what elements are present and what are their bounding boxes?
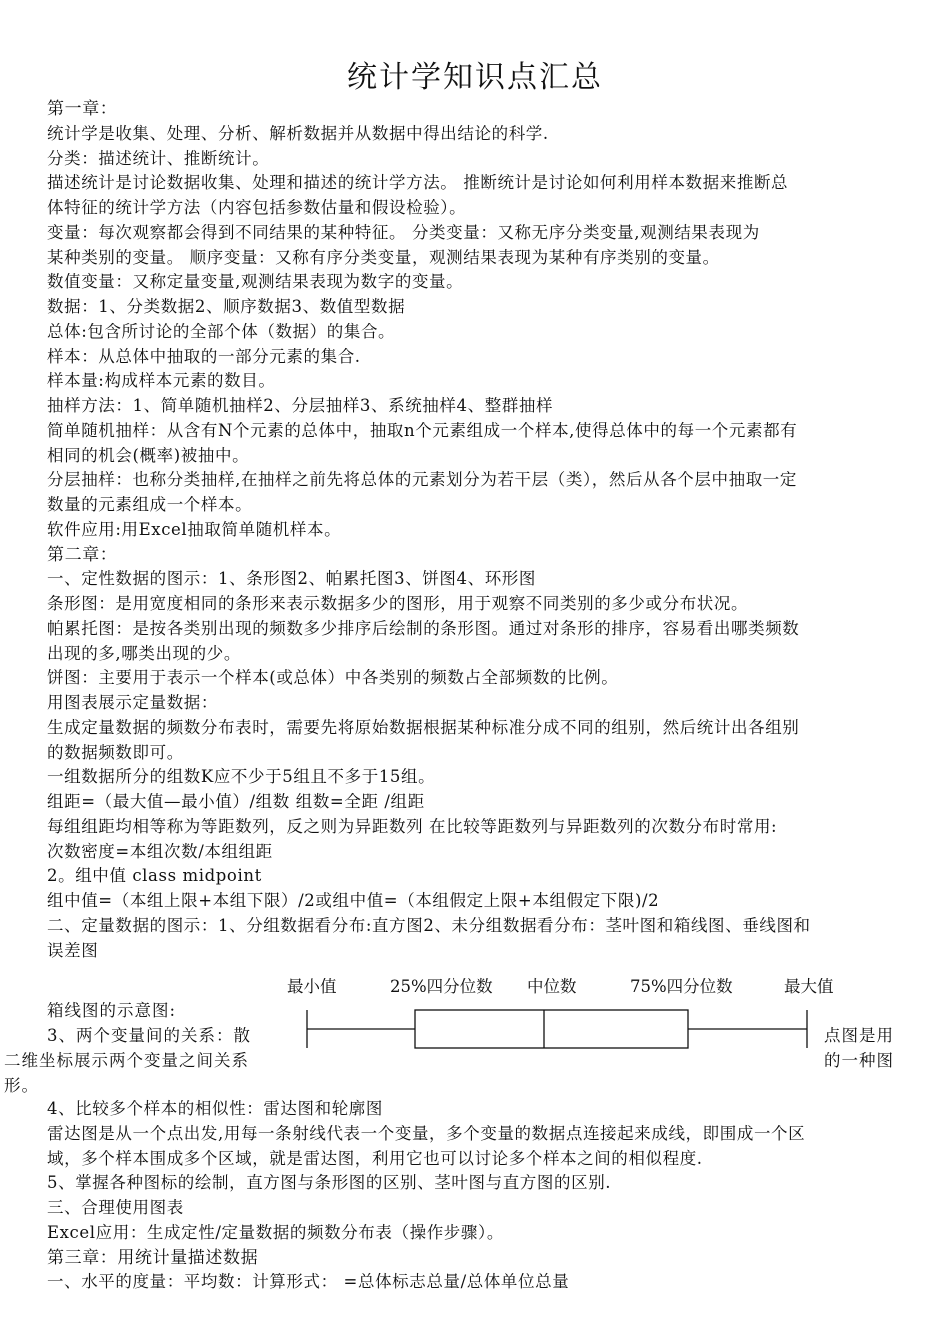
wrapped-text-left-1: 3、两个变量间的关系：散 [47, 1026, 251, 1045]
text-line: 误差图 [47, 940, 99, 960]
page-title: 统计学知识点汇总 [347, 60, 603, 95]
text-line: 样本量:构成样本元素的数目。 [47, 371, 276, 391]
wrapped-text-left-2: 二维坐标展示两个变量之间关系 [4, 1051, 249, 1070]
text-line: 统计学是收集、处理、分析、解析数据并从数据中得出结论的科学. [47, 123, 549, 143]
text-line: 体特征的统计学方法（内容包括参数估量和假设检验）。 [47, 198, 467, 217]
text-line: 组中值=（本组上限+本组下限）/2或组中值=（本组假定上限+本组假定下限)/2 [47, 891, 660, 910]
text-line: 每组组距均相等称为等距数列，反之则为异距数列 在比较等距数列与异距数列的次数分布时常用: [47, 816, 778, 836]
text-line: 总体:包含所讨论的全部个体（数据）的集合。 [47, 321, 396, 341]
text-line: 分层抽样：也称分类抽样,在抽样之前先将总体的元素划分为若干层（类），然后从各个层中抽取一定 [47, 470, 797, 490]
text-line: 样本：从总体中抽取的一部分元素的集合. [47, 346, 361, 366]
chapter-heading: 第二章： [47, 544, 118, 565]
text-line: 描述统计是讨论数据收集、处理和描述的统计学方法。 推断统计是讨论如何利用样本数据来推断总 [47, 173, 789, 193]
text-line: 相同的机会(概率)被抽中。 [47, 445, 250, 465]
boxplot-label-q1: 25%四分位数 [390, 977, 493, 996]
text-line: 分类：描述统计、推断统计。 [47, 148, 270, 168]
text-line: 三、合理使用图表 [47, 1198, 184, 1217]
text-line: 5、掌握各种图标的绘制，直方图与条形图的区别、茎叶图与直方图的区别. [47, 1173, 612, 1193]
text-line: 域，多个样本围成多个区域，就是雷达图，利用它也可以讨论多个样本之间的相似程度. [47, 1148, 703, 1168]
text-line: 出现的多,哪类出现的少。 [47, 643, 241, 663]
wrapped-text-right-1: 点图是用 [824, 1026, 894, 1045]
text-line: 数值变量：又称定量变量,观测结果表现为数字的变量。 [47, 272, 464, 292]
chapter-heading: 第一章： [47, 99, 118, 119]
text-line: 简单随机抽样：从含有N个元素的总体中，抽取n个元素组成一个样本,使得总体中的每一个元素都有 [47, 420, 798, 440]
wrapped-text-left-3: 形。 [4, 1076, 39, 1095]
text-line: 2。组中值 class midpoint [47, 866, 262, 886]
boxplot-label-max: 最大值 [784, 977, 834, 996]
text-line: 软件应用:用Excel抽取简单随机样本。 [47, 519, 342, 539]
text-line: 用图表展示定量数据： [47, 693, 218, 712]
boxplot-box [415, 1010, 688, 1048]
text-line: 变量：每次观察都会得到不同结果的某种特征。 分类变量：又称无序分类变量,观测结果表现为 [47, 222, 760, 242]
text-line: 雷达图是从一个点出发,用每一条射线代表一个变量，多个变量的数据点连接起来成线，即围成一个区 [47, 1123, 806, 1143]
text-line: 抽样方法：1、简单随机抽样2、分层抽样3、系统抽样4、整群抽样 [47, 396, 554, 415]
text-line: 一、定性数据的图示：1、条形图2、帕累托图3、饼图4、环形图 [47, 569, 536, 589]
text-line: 生成定量数据的频数分布表时，需要先将原始数据根据某种标准分成不同的组别，然后统计出各组别 [47, 717, 800, 737]
boxplot-label-q3: 75%四分位数 [630, 977, 733, 996]
text-line: 数量的元素组成一个样本。 [47, 495, 253, 514]
boxplot-caption: 箱线图的示意图: [47, 1001, 177, 1020]
text-line: 数据：1、分类数据2、顺序数据3、数值型数据 [47, 297, 406, 316]
text-line: 组距=（最大值—最小值）/组数 组数=全距 /组距 [47, 792, 425, 811]
boxplot-label-min: 最小值 [287, 977, 337, 996]
text-line: 某种类别的变量。 顺序变量：又称有序分类变量，观测结果表现为某种有序类别的变量。 [47, 247, 720, 267]
text-line: 饼图：主要用于表示一个样本(或总体）中各类别的频数占全部频数的比例。 [47, 668, 619, 688]
boxplot-label-median: 中位数 [527, 977, 577, 996]
text-line: 一、水平的度量：平均数：计算形式： =总体标志总量/总体单位总量 [47, 1272, 570, 1292]
wrapped-text-right-2: 的一种图 [824, 1051, 894, 1070]
text-line: 的数据频数即可。 [47, 742, 184, 762]
chapter-heading: 第三章：用统计量描述数据 [47, 1247, 259, 1268]
text-line: 一组数据所分的组数K应不少于5组且不多于15组。 [47, 767, 436, 787]
boxplot-diagram [300, 1000, 820, 1060]
text-line: 次数密度=本组次数/本组组距 [47, 841, 273, 861]
text-line: Excel应用：生成定性/定量数据的频数分布表（操作步骤）。 [47, 1222, 504, 1242]
text-line: 4、比较多个样本的相似性：雷达图和轮廓图 [47, 1099, 383, 1118]
text-line: 帕累托图：是按各类别出现的频数多少排序后绘制的条形图。通过对条形的排序，容易看出哪类频数 [47, 618, 800, 638]
text-line: 二、定量数据的图示：1、分组数据看分布:直方图2、未分组数据看分布：茎叶图和箱线图、垂线图和 [47, 915, 811, 935]
text-line: 条形图：是用宽度相同的条形来表示数据多少的图形，用于观察不同类别的多少或分布状况。 [47, 594, 749, 613]
